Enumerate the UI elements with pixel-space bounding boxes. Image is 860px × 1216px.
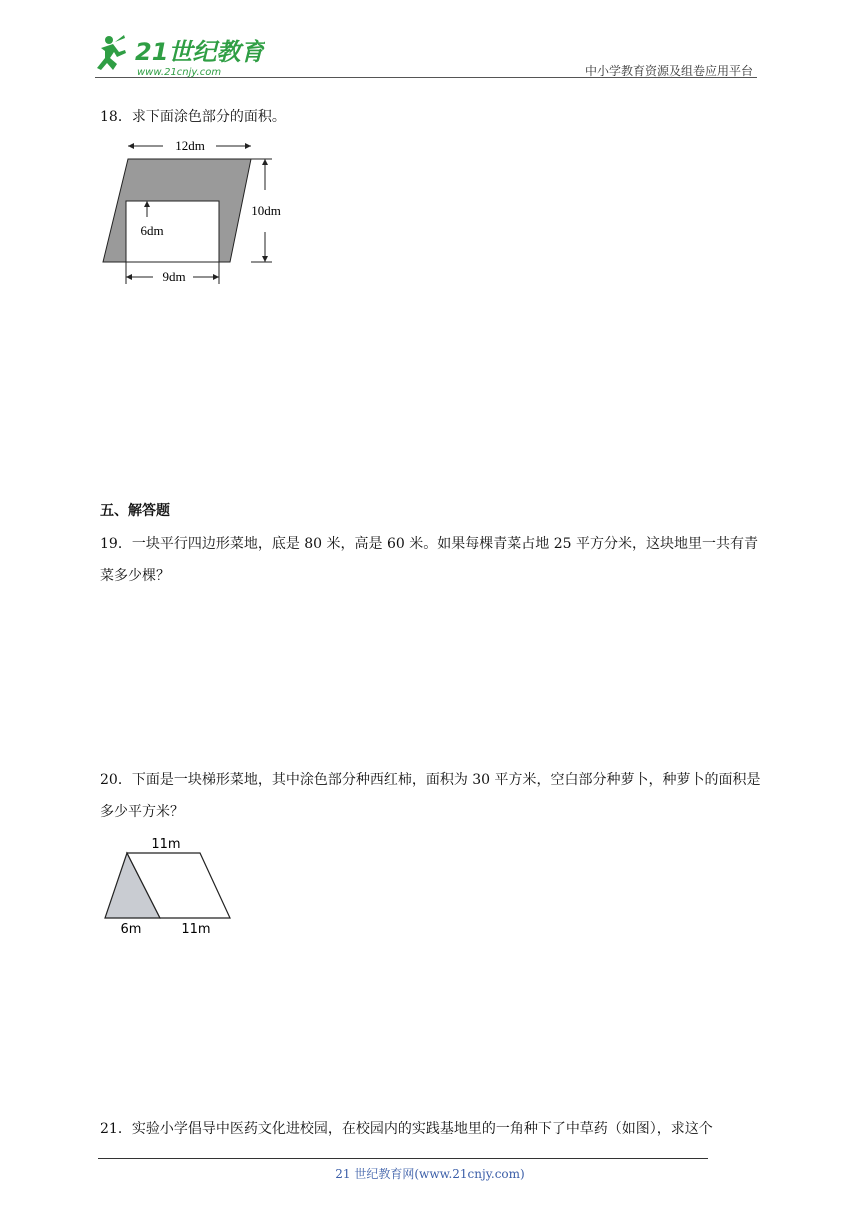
svg-text:www.21cnjy.com: www.21cnjy.com: [137, 67, 222, 78]
question-18: 18．求下面涂色部分的面积。: [100, 109, 286, 125]
platform-label: 中小学教育资源及组卷应用平台: [584, 64, 753, 78]
label-11m-bottom: 11m: [181, 922, 211, 937]
label-10dm: 10dm: [251, 203, 281, 218]
label-12dm: 12dm: [175, 138, 205, 153]
footer-text: 21 世纪教育网(www.21cnjy.com): [335, 1167, 525, 1181]
header-divider: [95, 77, 757, 78]
question-21: 21．实验小学倡导中医药文化进校园，在校园内的实践基地里的一角种下了中草药（如图），求这个: [100, 1121, 713, 1137]
svg-text:21世纪教育: 21世纪教育: [135, 38, 265, 66]
section-title: 五、解答题: [100, 503, 170, 519]
label-9dm: 9dm: [162, 269, 186, 284]
label-6dm: 6dm: [140, 223, 164, 238]
label-11m-top: 11m: [151, 837, 181, 852]
footer-divider: [98, 1158, 708, 1159]
question-19: 19．一块平行四边形菜地，底是 80 米，高是 60 米。如果每棵青菜占地 25 平方分米，这块地里一共有青菜多少棵？: [100, 536, 758, 584]
label-6m: 6m: [120, 922, 142, 937]
logo-21cnjy: [95, 30, 265, 78]
figure-20-trapezoid: [100, 832, 240, 937]
question-20: 20．下面是一块梯形菜地，其中涂色部分种西红柿，面积为 30 平方米，空白部分种萝卜，种萝卜的面积是多少平方米？: [100, 772, 761, 820]
figure-18-parallelogram: [98, 132, 298, 287]
page-header: [95, 30, 757, 80]
